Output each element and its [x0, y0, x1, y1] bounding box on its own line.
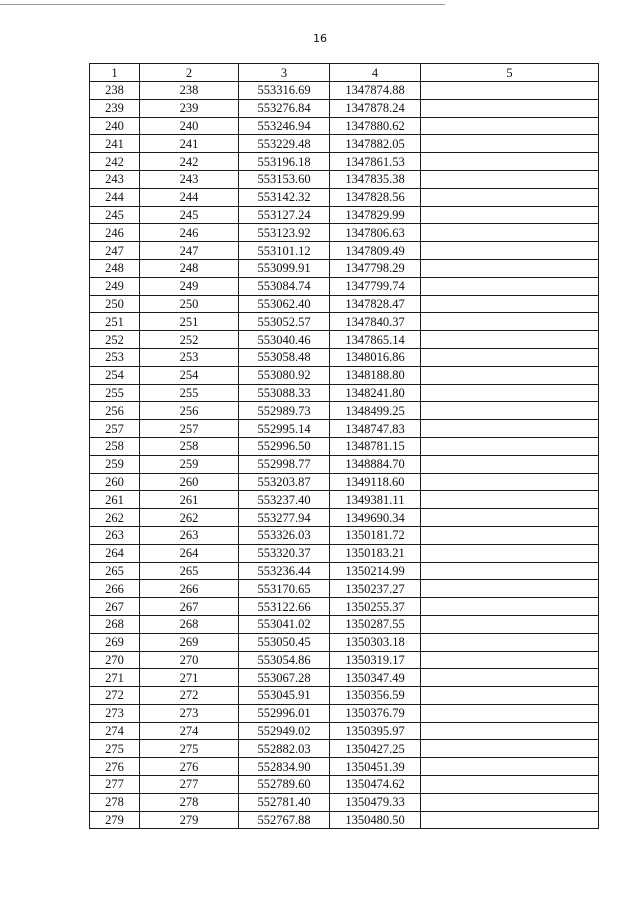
table-cell: 1349381.11 [330, 491, 421, 509]
table-cell: 238 [140, 82, 239, 100]
table-cell: 1347874.88 [330, 82, 421, 100]
table-row [90, 776, 599, 794]
table-cell: 553080.92 [239, 366, 330, 384]
table-cell [421, 295, 599, 313]
top-rule [0, 4, 445, 5]
table-row [90, 455, 599, 473]
table-cell [421, 793, 599, 811]
table-cell: 553236.44 [239, 562, 330, 580]
table-row [90, 633, 599, 651]
table-cell: 258 [140, 437, 239, 455]
table-cell: 246 [90, 224, 140, 242]
table-cell: 244 [90, 188, 140, 206]
table-cell [421, 473, 599, 491]
table-body [90, 82, 599, 829]
table-cell: 256 [140, 402, 239, 420]
table-cell: 1350356.59 [330, 687, 421, 705]
column-header: 4 [330, 64, 421, 82]
table-cell: 262 [90, 509, 140, 527]
table-cell: 552767.88 [239, 811, 330, 829]
table-cell: 1347798.29 [330, 259, 421, 277]
table-cell: 261 [140, 491, 239, 509]
table-row [90, 793, 599, 811]
table-cell: 1350474.62 [330, 776, 421, 794]
table-cell: 271 [140, 669, 239, 687]
table-cell: 553041.02 [239, 615, 330, 633]
table-cell: 1350347.49 [330, 669, 421, 687]
table-cell [421, 384, 599, 402]
table-cell: 1348781.15 [330, 437, 421, 455]
table-cell [421, 313, 599, 331]
table-cell: 247 [90, 242, 140, 260]
table-row [90, 615, 599, 633]
table-cell: 553062.40 [239, 295, 330, 313]
table-row [90, 117, 599, 135]
table-cell: 1347828.56 [330, 188, 421, 206]
table-cell: 242 [140, 153, 239, 171]
table-cell [421, 687, 599, 705]
table-cell: 255 [90, 384, 140, 402]
table-row [90, 348, 599, 366]
table-row [90, 153, 599, 171]
table-row [90, 170, 599, 188]
table-cell: 1350214.99 [330, 562, 421, 580]
table-cell: 264 [140, 544, 239, 562]
table-row [90, 402, 599, 420]
table-cell: 552882.03 [239, 740, 330, 758]
table-cell: 1350183.21 [330, 544, 421, 562]
table-cell: 1350287.55 [330, 615, 421, 633]
table-cell: 278 [90, 793, 140, 811]
table-cell: 238 [90, 82, 140, 100]
table-cell: 1347840.37 [330, 313, 421, 331]
table-cell: 250 [90, 295, 140, 313]
table-cell: 245 [90, 206, 140, 224]
table-cell [421, 615, 599, 633]
column-header: 3 [239, 64, 330, 82]
table-cell [421, 437, 599, 455]
table-cell: 1350451.39 [330, 758, 421, 776]
table-cell: 553084.74 [239, 277, 330, 295]
table-row [90, 206, 599, 224]
table-row [90, 295, 599, 313]
table-row [90, 135, 599, 153]
table-cell [421, 544, 599, 562]
table-cell: 553229.48 [239, 135, 330, 153]
table-cell: 257 [90, 420, 140, 438]
table-row [90, 188, 599, 206]
table-cell: 553237.40 [239, 491, 330, 509]
table-cell: 1348884.70 [330, 455, 421, 473]
table-cell [421, 153, 599, 171]
table-cell: 265 [90, 562, 140, 580]
table-cell [421, 633, 599, 651]
table-cell: 279 [140, 811, 239, 829]
table-row [90, 580, 599, 598]
table-cell: 260 [90, 473, 140, 491]
table-cell: 273 [140, 704, 239, 722]
table-cell: 250 [140, 295, 239, 313]
table-cell: 274 [90, 722, 140, 740]
table-cell: 247 [140, 242, 239, 260]
table-cell: 1348241.80 [330, 384, 421, 402]
table-cell: 261 [90, 491, 140, 509]
table-cell: 249 [140, 277, 239, 295]
table-cell: 553170.65 [239, 580, 330, 598]
table-row [90, 242, 599, 260]
table-cell [421, 580, 599, 598]
table-cell: 553320.37 [239, 544, 330, 562]
table-cell: 268 [140, 615, 239, 633]
table-cell: 1350181.72 [330, 526, 421, 544]
table-cell [421, 331, 599, 349]
table-cell: 276 [140, 758, 239, 776]
table-cell: 259 [90, 455, 140, 473]
table-row [90, 704, 599, 722]
table-cell: 239 [140, 99, 239, 117]
table-cell: 243 [90, 170, 140, 188]
table-row [90, 562, 599, 580]
table-row [90, 313, 599, 331]
table-cell: 276 [90, 758, 140, 776]
table-cell [421, 420, 599, 438]
table-cell: 553067.28 [239, 669, 330, 687]
table-row [90, 82, 599, 100]
table-cell: 552789.60 [239, 776, 330, 794]
table-cell [421, 366, 599, 384]
table-cell: 248 [90, 259, 140, 277]
table-cell: 553246.94 [239, 117, 330, 135]
table-header-row [90, 64, 599, 82]
table-cell: 1350479.33 [330, 793, 421, 811]
table-cell: 553088.33 [239, 384, 330, 402]
table-row [90, 740, 599, 758]
table-cell: 1350376.79 [330, 704, 421, 722]
table-cell: 553101.12 [239, 242, 330, 260]
table-cell [421, 598, 599, 616]
page-number: 16 [313, 32, 327, 45]
column-header: 5 [421, 64, 599, 82]
table-cell: 1350237.27 [330, 580, 421, 598]
table-cell: 258 [90, 437, 140, 455]
table-cell: 254 [140, 366, 239, 384]
table-cell: 265 [140, 562, 239, 580]
table-row [90, 598, 599, 616]
table-cell: 269 [140, 633, 239, 651]
table-row [90, 491, 599, 509]
table-cell: 1350395.97 [330, 722, 421, 740]
table-cell: 553058.48 [239, 348, 330, 366]
table-cell: 259 [140, 455, 239, 473]
table-cell [421, 135, 599, 153]
table-cell: 270 [140, 651, 239, 669]
table-cell: 552781.40 [239, 793, 330, 811]
table-cell: 240 [140, 117, 239, 135]
table-cell: 552998.77 [239, 455, 330, 473]
table-cell: 260 [140, 473, 239, 491]
table-cell: 1347880.62 [330, 117, 421, 135]
table-cell [421, 117, 599, 135]
table-cell: 271 [90, 669, 140, 687]
table-cell: 553203.87 [239, 473, 330, 491]
table-cell [421, 562, 599, 580]
table-cell: 1349118.60 [330, 473, 421, 491]
table-cell: 256 [90, 402, 140, 420]
table-cell [421, 651, 599, 669]
table-cell: 241 [90, 135, 140, 153]
table-row [90, 384, 599, 402]
table-row [90, 473, 599, 491]
table-cell: 248 [140, 259, 239, 277]
table-row [90, 722, 599, 740]
table-cell: 239 [90, 99, 140, 117]
table-cell: 1348188.80 [330, 366, 421, 384]
table-row [90, 687, 599, 705]
table-cell [421, 242, 599, 260]
column-header: 2 [140, 64, 239, 82]
table-cell: 552996.50 [239, 437, 330, 455]
table-cell: 553142.32 [239, 188, 330, 206]
table-row [90, 99, 599, 117]
table-row [90, 758, 599, 776]
table-cell: 244 [140, 188, 239, 206]
table-cell: 553040.46 [239, 331, 330, 349]
table-cell: 275 [90, 740, 140, 758]
table-cell: 553196.18 [239, 153, 330, 171]
table-cell: 552995.14 [239, 420, 330, 438]
table-cell [421, 455, 599, 473]
table-cell: 1347829.99 [330, 206, 421, 224]
table-cell: 553127.24 [239, 206, 330, 224]
table-row [90, 526, 599, 544]
table-cell: 257 [140, 420, 239, 438]
table-cell: 553050.45 [239, 633, 330, 651]
table-cell: 553277.94 [239, 509, 330, 527]
table-cell: 245 [140, 206, 239, 224]
table-cell [421, 224, 599, 242]
table-cell: 264 [90, 544, 140, 562]
table-cell: 1347878.24 [330, 99, 421, 117]
table-cell: 552989.73 [239, 402, 330, 420]
table-cell: 1347828.47 [330, 295, 421, 313]
table-cell: 253 [90, 348, 140, 366]
table-cell: 275 [140, 740, 239, 758]
table-cell: 1350319.17 [330, 651, 421, 669]
table-cell [421, 509, 599, 527]
table-cell [421, 348, 599, 366]
table-cell: 1350427.25 [330, 740, 421, 758]
table-row [90, 366, 599, 384]
table-cell: 1350303.18 [330, 633, 421, 651]
table-cell [421, 188, 599, 206]
table-cell [421, 811, 599, 829]
table-cell: 269 [90, 633, 140, 651]
table-cell [421, 722, 599, 740]
table-row [90, 277, 599, 295]
table-cell: 553122.66 [239, 598, 330, 616]
table-cell: 553054.86 [239, 651, 330, 669]
table-cell: 274 [140, 722, 239, 740]
table-cell: 252 [90, 331, 140, 349]
table-cell: 1347799.74 [330, 277, 421, 295]
table-cell: 263 [90, 526, 140, 544]
table-cell: 553099.91 [239, 259, 330, 277]
table-cell: 279 [90, 811, 140, 829]
table-cell: 1349690.34 [330, 509, 421, 527]
table-cell: 273 [90, 704, 140, 722]
table-cell: 267 [90, 598, 140, 616]
table-cell [421, 99, 599, 117]
table-cell: 553316.69 [239, 82, 330, 100]
table-cell [421, 526, 599, 544]
table-cell [421, 82, 599, 100]
table-cell: 262 [140, 509, 239, 527]
table-cell: 272 [140, 687, 239, 705]
table-cell: 246 [140, 224, 239, 242]
table-cell: 553276.84 [239, 99, 330, 117]
table-cell: 270 [90, 651, 140, 669]
table-cell: 277 [140, 776, 239, 794]
table-cell: 1347861.53 [330, 153, 421, 171]
table-cell [421, 277, 599, 295]
table-cell: 1350255.37 [330, 598, 421, 616]
table-cell: 553326.03 [239, 526, 330, 544]
table-cell: 277 [90, 776, 140, 794]
column-header: 1 [90, 64, 140, 82]
table-cell: 263 [140, 526, 239, 544]
table-row [90, 259, 599, 277]
table-cell: 251 [140, 313, 239, 331]
table-cell: 1347809.49 [330, 242, 421, 260]
table-cell: 553153.60 [239, 170, 330, 188]
table-cell: 249 [90, 277, 140, 295]
table-cell [421, 170, 599, 188]
table-cell: 253 [140, 348, 239, 366]
table-cell [421, 402, 599, 420]
table-row [90, 331, 599, 349]
table-row [90, 669, 599, 687]
table-cell [421, 758, 599, 776]
table-cell: 241 [140, 135, 239, 153]
table-row [90, 420, 599, 438]
table-cell: 278 [140, 793, 239, 811]
table-cell [421, 776, 599, 794]
table-cell [421, 491, 599, 509]
table-cell: 1347882.05 [330, 135, 421, 153]
table-cell: 552996.01 [239, 704, 330, 722]
table-cell: 252 [140, 331, 239, 349]
table-cell: 272 [90, 687, 140, 705]
table-cell [421, 259, 599, 277]
table-row [90, 811, 599, 829]
table-cell: 267 [140, 598, 239, 616]
coordinates-table [89, 63, 599, 829]
table-cell: 1347865.14 [330, 331, 421, 349]
table-cell: 1348747.83 [330, 420, 421, 438]
table-cell: 268 [90, 615, 140, 633]
table-cell: 553052.57 [239, 313, 330, 331]
table-cell: 255 [140, 384, 239, 402]
table-cell: 553123.92 [239, 224, 330, 242]
table-cell: 242 [90, 153, 140, 171]
table-cell: 1348499.25 [330, 402, 421, 420]
table-cell [421, 740, 599, 758]
table-cell: 240 [90, 117, 140, 135]
table-cell: 1347806.63 [330, 224, 421, 242]
table-row [90, 544, 599, 562]
table-row [90, 224, 599, 242]
table-row [90, 651, 599, 669]
table-cell: 266 [90, 580, 140, 598]
table-cell: 266 [140, 580, 239, 598]
table-cell: 552834.90 [239, 758, 330, 776]
table-row [90, 437, 599, 455]
table-cell [421, 704, 599, 722]
table-cell: 552949.02 [239, 722, 330, 740]
table-cell: 1347835.38 [330, 170, 421, 188]
table-row [90, 509, 599, 527]
table-cell: 553045.91 [239, 687, 330, 705]
table-cell: 1350480.50 [330, 811, 421, 829]
table-cell: 254 [90, 366, 140, 384]
table-cell [421, 206, 599, 224]
table-cell [421, 669, 599, 687]
table-cell: 251 [90, 313, 140, 331]
table-cell: 243 [140, 170, 239, 188]
table-cell: 1348016.86 [330, 348, 421, 366]
